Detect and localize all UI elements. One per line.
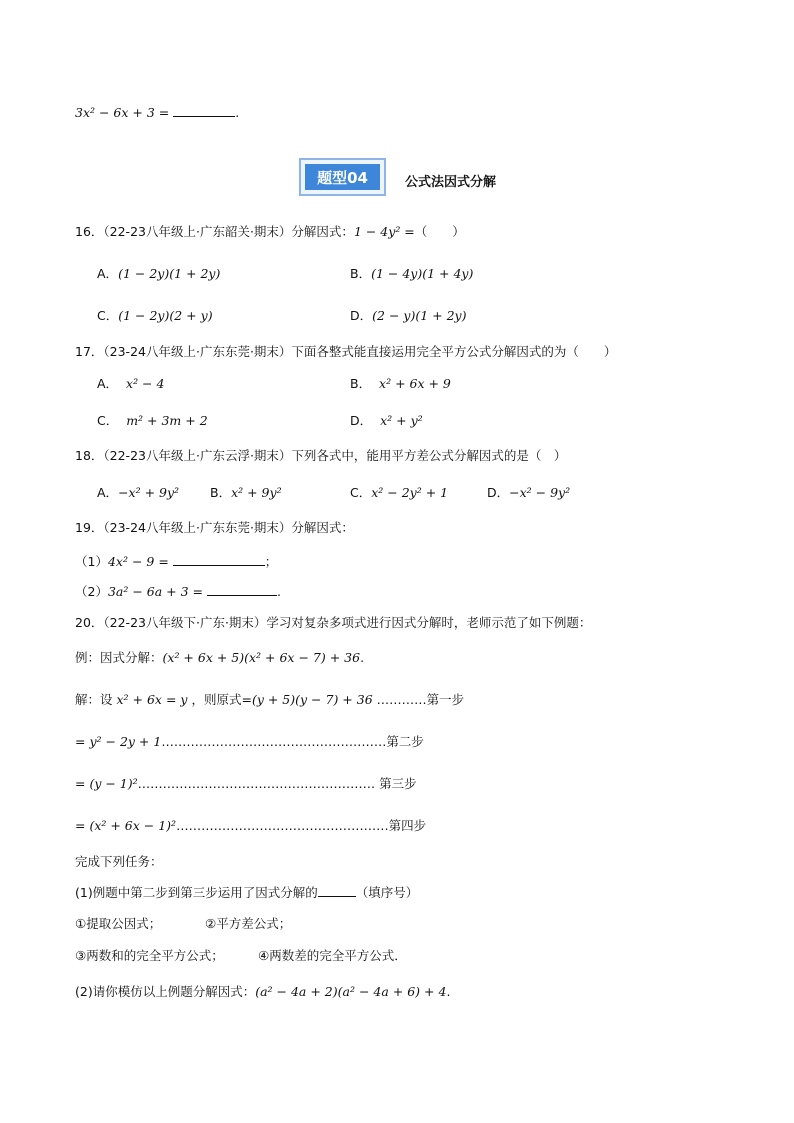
top-equation: 3x² − 6x + 3 = . xyxy=(75,105,240,120)
question-20-stem: 20．（22-23八年级下·广东·期末）学习对复杂多项式进行因式分解时，老师示范了如下例题： xyxy=(75,615,592,630)
q18-option-c[interactable]: C．x² − 2y² + 1 xyxy=(350,485,449,500)
q18-option-d[interactable]: D．−x² − 9y² xyxy=(487,485,571,500)
section-badge-text: 题型04 xyxy=(305,164,380,190)
q20-choice-4: ④两数差的完全平方公式． xyxy=(258,948,407,963)
q20-solution-step1: 解：设 x² + 6x = y ，则原式=(y + 5)(y − 7) + 36 …………第一步 xyxy=(75,692,465,707)
question-19-stem: 19．（23-24八年级上·广东东莞·期末）分解因式： xyxy=(75,520,354,535)
q20-choice-1: ①提取公因式； xyxy=(75,916,162,931)
q19-part-2-blank[interactable] xyxy=(207,583,277,596)
top-expr: 3x² − 6x + 3 = xyxy=(75,105,170,120)
q20-task-1-blank[interactable] xyxy=(318,884,356,897)
q17-option-a[interactable]: A． x² − 4 xyxy=(97,376,165,391)
question-18-stem: 18．（22-23八年级上·广东云浮·期末）下列各式中，能用平方差公式分解因式的是（ ） xyxy=(75,448,567,463)
q19-part-1: （1）4x² − 9 = ； xyxy=(75,554,278,569)
q17-option-b[interactable]: B． x² + 6x + 9 xyxy=(350,376,451,391)
q20-tasks-label: 完成下列任务： xyxy=(75,854,163,869)
q16-option-c[interactable]: C．(1 − 2y)(2 + y) xyxy=(97,308,213,323)
q19-part-1-blank[interactable] xyxy=(173,553,265,566)
q18-option-b[interactable]: B．x² + 9y² xyxy=(210,485,282,500)
q16-option-d[interactable]: D．(2 − y)(1 + 2y) xyxy=(350,308,467,323)
q20-task-1: (1)例题中第二步到第三步运用了因式分解的 （填序号） xyxy=(75,885,419,900)
q20-step4: = (x² + 6x − 1)²……………………………………………第四步 xyxy=(75,818,427,833)
q16-option-b[interactable]: B．(1 − 4y)(1 + 4y) xyxy=(350,266,474,281)
question-16-stem: 16．（22-23八年级上·广东韶关·期末）分解因式：1 − 4y² =（ ） xyxy=(75,224,465,239)
q20-example: 例：因式分解：(x² + 6x + 5)(x² + 6x − 7) + 36. xyxy=(75,650,365,665)
q20-step3: = (y − 1)²………………………………………………… 第三步 xyxy=(75,776,417,791)
section-title: 公式法因式分解 xyxy=(405,175,497,190)
q20-task-2: (2)请你模仿以上例题分解因式：(a² − 4a + 2)(a² − 4a + 6) + 4. xyxy=(75,984,451,999)
q19-part-2: （2）3a² − 6a + 3 = . xyxy=(75,584,281,599)
q17-option-c[interactable]: C． m² + 3m + 2 xyxy=(97,413,208,428)
question-17-stem: 17．（23-24八年级上·广东东莞·期末）下面各整式能直接运用完全平方公式分解因式的为（ ） xyxy=(75,344,617,359)
q16-option-a[interactable]: A．(1 − 2y)(1 + 2y) xyxy=(97,266,221,281)
q18-option-a[interactable]: A．−x² + 9y² xyxy=(97,485,180,500)
q20-choice-3: ③两数和的完全平方公式； xyxy=(75,948,224,963)
q20-step2: = y² − 2y + 1………………………………………………第二步 xyxy=(75,734,424,749)
section-badge xyxy=(299,158,386,196)
answer-blank[interactable] xyxy=(173,104,235,117)
q20-choice-2: ②平方差公式； xyxy=(205,916,292,931)
q17-option-d[interactable]: D． x² + y² xyxy=(350,413,423,428)
